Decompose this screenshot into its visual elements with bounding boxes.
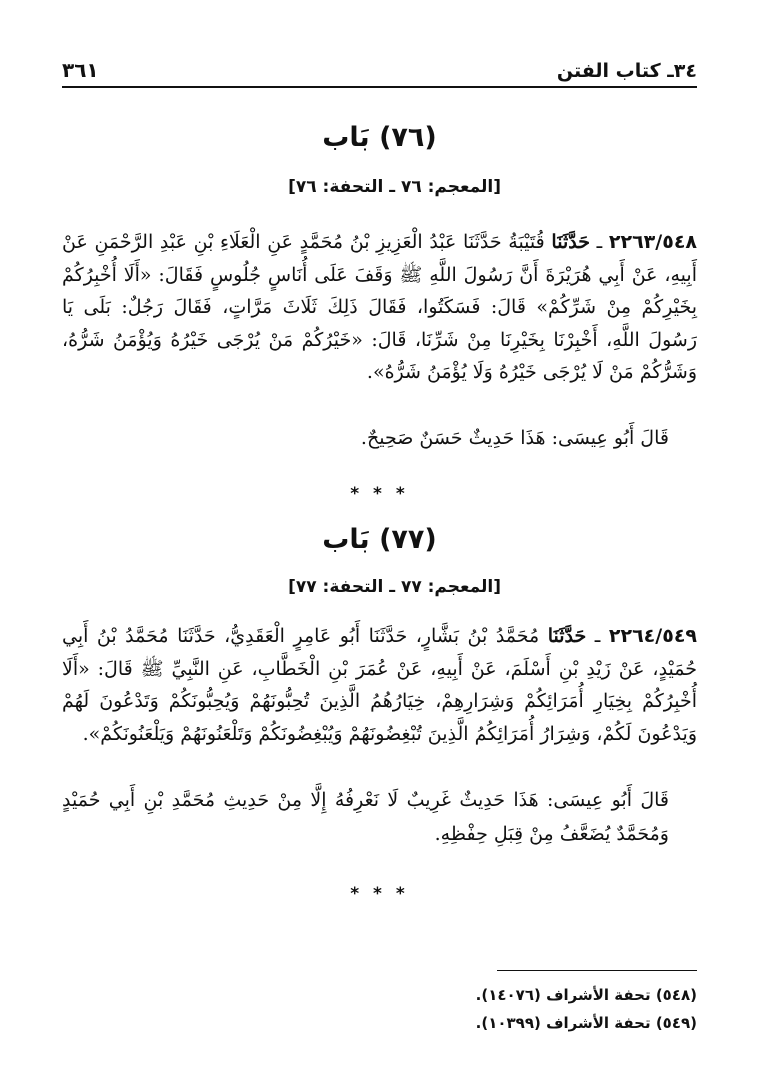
hadith-lead: حَدَّثَنَا <box>551 231 590 253</box>
section-separator: * * * <box>350 484 409 504</box>
hadith-text: مُحَمَّدُ بْنُ بَشَّارٍ، حَدَّثَنَا أَبُو عَامِرٍ الْعَقَدِيُّ، حَدَّثَنَا مُحَمَّدُ بْنُ أَبِي حُمَيْدٍ، عَنْ زَيْدِ بْنِ أَسْلَمَ، عَنْ أَبِيهِ، عَنْ عُمَرَ بْنِ الْخَطَّابِ، عَنِ النَّبِيِّ ﷺ قَالَ: «أَلَا أُخْبِرُكُمْ بِخِيَارِ أُمَرَائِكُمْ وَشِرَارِهِمْ، خِيَارُهُمُ الَّذِينَ تُحِبُّونَهُمْ وَيُحِبُّونَكُمْ وَتَدْعُونَ لَهُمْ وَيَدْعُونَ لَكُمْ، وَشِرَارُ أُمَرَائِكُمُ الَّذِينَ تُبْغِضُونَهُمْ وَيُبْغِضُونَكُمْ وَتَلْعَنُونَهُمْ وَيَلْعَنُونَكُمْ». <box>62 625 697 745</box>
section-separator: * * * <box>350 884 409 904</box>
footnote-rule <box>497 970 697 971</box>
chapter-title: ٣٤ـ كتاب الفتن <box>556 60 697 82</box>
hadith-text: قُتَيْبَةُ حَدَّثَنَا عَبْدُ الْعَزِيزِ بْنُ مُحَمَّدٍ عَنِ الْعَلَاءِ بْنِ عَبْدِ الرَّحْمَنِ عَنْ أَبِيهِ، عَنْ أَبِي هُرَيْرَةَ أَنَّ رَسُولَ اللَّهِ ﷺ وَقَفَ عَلَى أُنَاسٍ جُلُوسٍ فَقَالَ: «أَلَا أُخْبِرُكُمْ بِخَيْرِكُمْ مِنْ شَرِّكُمْ» قَالَ: فَسَكَتُوا، فَقَالَ ذَلِكَ ثَلَاثَ مَرَّاتٍ، فَقَالَ رَجُلٌ: بَلَى يَا رَسُولَ اللَّهِ، أَخْبِرْنَا بِخَيْرِنَا مِنْ شَرِّنَا، قَالَ: «خَيْرُكُمْ مَنْ يُرْجَى خَيْرُهُ وَيُؤْمَنُ شَرُّهُ، وَشَرُّكُمْ مَنْ لَا يُرْجَى خَيْرُهُ وَلَا يُؤْمَنُ شَرُّهُ». <box>62 231 697 383</box>
footnote-549: (٥٤٩) تحفة الأشراف (١٠٣٩٩). <box>475 1014 697 1032</box>
grading-548: قَالَ أَبُو عِيسَى: هَذَا حَدِيثٌ حَسَنٌ صَحِيحٌ. <box>360 427 669 449</box>
grading-549: قَالَ أَبُو عِيسَى: هَذَا حَدِيثٌ غَرِيبٌ لَا نَعْرِفُهُ إِلَّا مِنْ حَدِيثِ مُحَمَّدِ بْنِ أَبِي حُمَيْدٍ وَمُحَمَّدٌ يُضَعَّفُ مِنْ قِبَلِ حِفْظِهِ. <box>62 789 669 845</box>
reference-line-76: [المعجم: ٧٦ ـ التحفة: ٧٦] <box>288 177 501 197</box>
hadith-549: ٢٢٦٤/٥٤٩ ـ حَدَّثَنَا مُحَمَّدُ بْنُ بَشَّارٍ، حَدَّثَنَا أَبُو عَامِرٍ الْعَقَدِيُّ، حَدَّثَنَا مُحَمَّدُ بْنُ أَبِي حُمَيْدٍ، عَنْ زَيْدِ بْنِ أَسْلَمَ، عَنْ أَبِيهِ، عَنْ عُمَرَ بْنِ الْخَطَّابِ، عَنِ النَّبِيِّ ﷺ قَالَ: «أَلَا أُخْبِرُكُمْ بِخِيَارِ أُمَرَائِكُمْ وَشِرَارِهِمْ، خِيَارُهُمُ الَّذِينَ تُحِبُّونَهُمْ وَيُحِبُّونَكُمْ وَتَدْعُونَ لَهُمْ وَيَدْعُونَ لَكُمْ، وَشِرَارُ أُمَرَائِكُمُ الَّذِينَ تُبْغِضُونَهُمْ وَيُبْغِضُونَكُمْ وَتَلْعَنُونَهُمْ وَيَلْعَنُونَكُمْ». <box>62 625 698 745</box>
hadith-number: ٢٢٦٣/٥٤٨ <box>608 231 698 253</box>
section-heading-76: (٧٦) بَاب <box>322 122 437 153</box>
page-number: ٣٦١ <box>62 58 99 82</box>
hadith-548: ٢٢٦٣/٥٤٨ ـ حَدَّثَنَا قُتَيْبَةُ حَدَّثَنَا عَبْدُ الْعَزِيزِ بْنُ مُحَمَّدٍ عَنِ الْعَلَاءِ بْنِ عَبْدِ الرَّحْمَنِ عَنْ أَبِيهِ، عَنْ أَبِي هُرَيْرَةَ أَنَّ رَسُولَ اللَّهِ ﷺ وَقَفَ عَلَى أُنَاسٍ جُلُوسٍ فَقَالَ: «أَلَا أُخْبِرُكُمْ بِخَيْرِكُمْ مِنْ شَرِّكُمْ» قَالَ: فَسَكَتُوا، فَقَالَ ذَلِكَ ثَلَاثَ مَرَّاتٍ، فَقَالَ رَجُلٌ: بَلَى يَا رَسُولَ اللَّهِ، أَخْبِرْنَا بِخَيْرِنَا مِنْ شَرِّنَا، قَالَ: «خَيْرُكُمْ مَنْ يُرْجَى خَيْرُهُ وَيُؤْمَنُ شَرُّهُ، وَشَرُّكُمْ مَنْ لَا يُرْجَى خَيْرُهُ وَلَا يُؤْمَنُ شَرُّهُ». <box>62 231 698 383</box>
footnote-548: (٥٤٨) تحفة الأشراف (١٤٠٧٦). <box>475 986 697 1004</box>
hadith-number: ٢٢٦٤/٥٤٩ <box>608 625 698 647</box>
section-heading-77: (٧٧) بَاب <box>322 524 437 555</box>
running-header <box>62 52 697 88</box>
hadith-lead: حَدَّثَنَا <box>547 625 587 647</box>
reference-line-77: [المعجم: ٧٧ ـ التحفة: ٧٧] <box>288 577 501 597</box>
